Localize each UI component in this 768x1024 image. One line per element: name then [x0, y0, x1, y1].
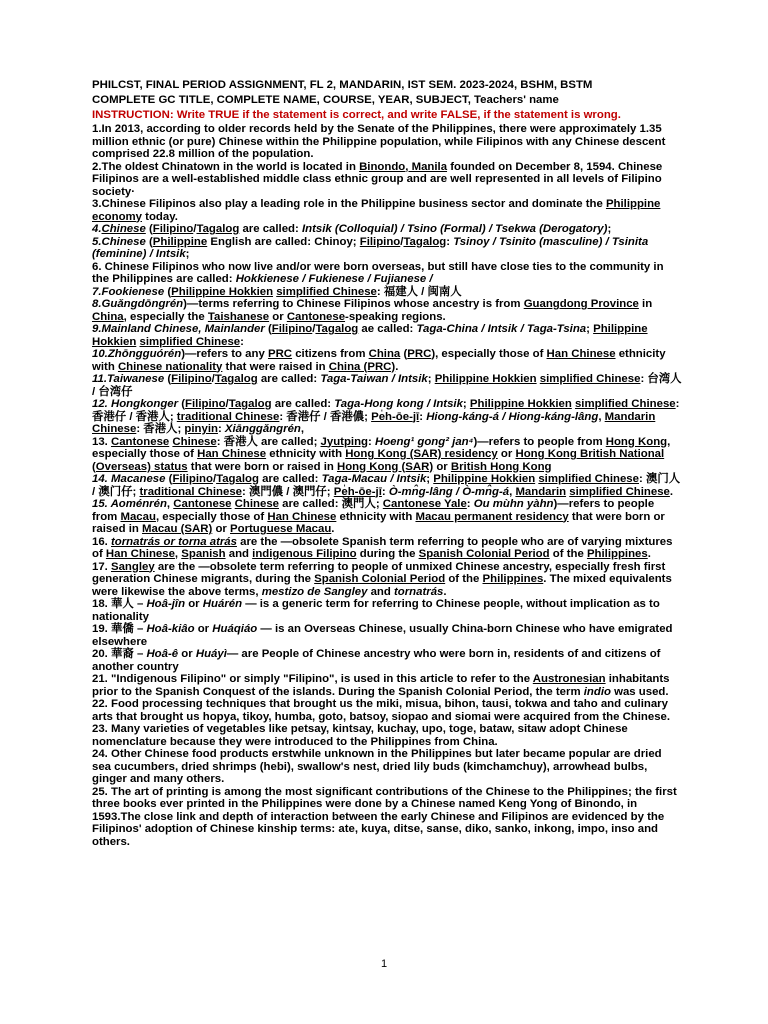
link-hong-kong-sar[interactable]: Hong Kong (SAR)	[336, 460, 434, 473]
link-macau-permanent-residency[interactable]: Macau permanent residency	[415, 510, 569, 523]
document-page	[92, 78, 682, 848]
item-12: 12. Hongkonger (Filipino/Tagalog are called: Taga-Hong kong / Intsik; Philippine Hokkien simplified Chinese: 香港仔 / 香港人; traditional Chinese: 香港仔 / 香港儂; Pe̍h-ōe-jī: Hiong-káng-á / Hiong-káng-lâng, Mandarin Chinese: 香港人; pinyin: Xiānggǎngrén,	[92, 398, 680, 435]
item-1: 1.In 2013, according to older records held by the Senate of the Philippines, there were approximately 1.35 million ethnic (or pure) Chinese within the Philippine population, while Filipinos with any Chinese descent comprised 22.8 million of the population.	[92, 123, 666, 160]
item-17: 17. Sangley are the —obsolete term referring to people of unmixed Chinese ancestry, especially fresh first generation Chinese migrants, during the Spanish Colonial Period of the Philippines. The mixed equivalents were likewise the above terms, mestizo de Sangley and tornatrás.	[92, 560, 672, 598]
link-prc[interactable]: PRC	[407, 348, 432, 360]
link-bno-status[interactable]: Hong Kong British National (Overseas) status	[92, 448, 665, 473]
link-cantonese[interactable]: Cantonese	[111, 435, 170, 448]
link-portuguese-macau[interactable]: Portuguese Macau	[230, 523, 332, 535]
link-han-chinese[interactable]: Han Chinese	[546, 348, 616, 360]
link-mandarin[interactable]: Mandarin	[604, 410, 656, 423]
link-chinese[interactable]: Chinese	[172, 435, 217, 448]
item-13: 13. Cantonese Chinese: 香港人 are called; Jyutping: Hoeng¹ gong² jan⁴)—refers to people from Hong Kong, especially those of Han Chinese ethnicity with Hong Kong (SAR) residency or Hong Kong British National (Overseas) status that were born or raised in Hong Kong (SAR) or British Hong Kong	[92, 435, 671, 473]
link-philippine[interactable]: Philippine	[152, 235, 208, 248]
item-5: 5.Chinese (Philippine English are called: Chinoy; Filipino/Tagalog: Tsinoy / Tsinito (masculine) / Tsinita (feminine) / Intsik;	[92, 235, 649, 260]
page-number: 1	[380, 958, 388, 970]
link-jyutping[interactable]: Jyutping	[320, 435, 368, 448]
link-simplified-chinese[interactable]: simplified Chinese	[574, 398, 676, 410]
link-han-chinese[interactable]: Han Chinese	[267, 510, 337, 523]
item-4: 4.Chinese (Filipino/Tagalog are called: Intsik (Colloquial) / Tsino (Formal) / Tsekwa (Derogatory);	[92, 223, 612, 235]
item-15: 15. Aoménrén, Cantonese Chinese are called: 澳門人; Cantonese Yale: Ou mùhn yàhn)—refers to people from Macau, especially those of Han Chinese ethnicity with Macau permanent residency that were born or raised in Macau (SAR) or Portuguese Macau.	[92, 498, 665, 535]
link-prc[interactable]: PRC	[267, 348, 293, 360]
item-24: 24. Other Chinese food products erstwhile unknown in the Philippines but later became popular are dried sea cucumbers, dried shrimps (hebi), swallow's nest, dried lily buds (kimchamchuy), arrowhead bulbs, ginger and many others.	[92, 748, 662, 785]
item-14: 14. Macanese (Filipino/Tagalog are called: Taga-Macau / Intsik; Philippine Hokkien simplified Chinese: 澳门人 / 澳门仔; traditional Chinese: 澳門儂 / 澳門仔; Pe̍h-ōe-jī: Ò-mn̂g-lâng / Ò-mn̂g-á, Mandarin simplified Chinese.	[92, 473, 681, 498]
link-philippine-hokkien[interactable]: Philippine Hokkien	[171, 285, 274, 298]
link-philippine-economy[interactable]: Philippine economy	[92, 198, 661, 223]
item-2: 2.The oldest Chinatown in the world is located in Binondo, Manila founded on December 8, 1594. Chinese Filipinos are a well-established middle class ethnic group and are well represented in all levels of Filipino society·	[92, 160, 663, 198]
link-filipino[interactable]: Filipino	[359, 235, 401, 248]
link-hong-kong-sar-residency[interactable]: Hong Kong (SAR) residency	[345, 448, 498, 460]
link-guangdong-province[interactable]: Guangdong Province	[523, 298, 639, 310]
link-tagalog[interactable]: Tagalog	[228, 398, 272, 410]
link-cantonese[interactable]: Cantonese	[286, 310, 346, 323]
link-pinyin[interactable]: pinyin	[184, 423, 218, 435]
link-filipino[interactable]: Filipino	[172, 473, 213, 485]
link-cantonese-yale[interactable]: Cantonese Yale	[382, 498, 467, 510]
link-austronesian[interactable]: Austronesian	[532, 673, 606, 685]
item-25: 25. The art of printing is among the most significant contributions of the Chinese to the Philippines; the first three books ever printed in the Philippines were done by a Chinese named Keng Yong of Binondo, in 1593.The close link and depth of interaction between the early Chinese and Filipinos are evidenced by the Filipinos' adoption of Chinese kinship terms: ate, kuya, ditse, sanse, diko, sanko, inkong, impo, inso and others.	[92, 785, 677, 848]
link-china-prc[interactable]: China (PRC)	[328, 360, 396, 373]
link-simplified-chinese[interactable]: simplified Chinese	[139, 335, 241, 348]
link-hong-kong[interactable]: Hong Kong	[605, 435, 668, 448]
item-18: 18. 華人 – Hoâ-jîn or Huárén — is a generic term for referring to Chinese people, without implication as to nationality	[92, 598, 660, 623]
item-22: 22. Food processing techniques that brought us the miki, misua, bihon, tausi, tokwa and taho and culinary arts that brought us hopya, tikoy, humba, goto, batsoy, siopao and siomai were acquired from the Chinese.	[92, 698, 671, 723]
link-simplified-chinese[interactable]: simplified Chinese	[276, 285, 377, 298]
link-tornatras[interactable]: tornatrás or torna atrás	[111, 535, 237, 548]
link-macau[interactable]: Macau	[120, 510, 156, 523]
item-11: 11.Taiwanese (Filipino/Tagalog are called: Taga-Taiwan / Intsik; Philippine Hokkien simplified Chinese: 台湾人 / 台湾仔	[92, 373, 682, 398]
link-british-hong-kong[interactable]: British Hong Kong	[450, 460, 552, 473]
link-tagalog[interactable]: Tagalog	[216, 473, 259, 485]
item-16: 16. tornatrás or torna atrás are the —obsolete Spanish term referring to people who are of varying mixtures of Han Chinese, Spanish and indigenous Filipino during the Spanish Colonial Period of the Philippines.	[92, 535, 673, 560]
link-tagalog[interactable]: Tagalog	[214, 373, 258, 385]
item-21: 21. "Indigenous Filipino" or simply "Filipino", is used in this article to refer to the Austronesian inhabitants prior to the Spanish Conquest of the islands. During the Spanish Colonial Period, the term indio was used.	[92, 673, 670, 698]
link-chinese-nationality[interactable]: Chinese nationality	[117, 360, 223, 373]
link-spanish-colonial-period[interactable]: Spanish Colonial Period	[314, 573, 446, 585]
header-line-2: COMPLETE GC TITLE, COMPLETE NAME, COURSE, YEAR, SUBJECT, Teachers' name	[92, 94, 559, 106]
link-cantonese[interactable]: Cantonese	[173, 498, 232, 510]
link-traditional-chinese[interactable]: traditional Chinese	[139, 485, 243, 498]
link-taishanese[interactable]: Taishanese	[207, 310, 270, 323]
link-filipino[interactable]: Filipino	[271, 323, 313, 335]
link-han-chinese[interactable]: Han Chinese	[197, 448, 267, 460]
link-chinese[interactable]: Chinese	[101, 223, 146, 235]
link-simplified-chinese[interactable]: simplified Chinese	[539, 373, 641, 385]
link-peh-oe-ji[interactable]: Pe̍h-ōe-jī	[333, 485, 382, 498]
item-10: 10.Zhōngguórén)—refers to any PRC citizens from China (PRC), especially those of Han Chinese ethnicity with Chinese nationality that were raised in China (PRC).	[92, 348, 666, 373]
link-macau-sar[interactable]: Macau (SAR)	[142, 523, 213, 535]
link-philippines[interactable]: Philippines	[586, 548, 648, 560]
link-philippines[interactable]: Philippines	[482, 573, 544, 585]
link-philippine-hokkien[interactable]: Philippine Hokkien	[92, 323, 648, 348]
item-7: 7.Fookienese (Philippine Hokkien simplified Chinese: 福建人 / 闽南人	[92, 285, 462, 298]
item-3: 3.Chinese Filipinos also play a leading role in the Philippine business sector and dominate the Philippine economy today.	[92, 198, 661, 223]
instruction-text: INSTRUCTION: Write TRUE if the statement is correct, and write FALSE, if the statement is wrong.	[92, 109, 621, 121]
link-tagalog[interactable]: Tagalog	[403, 235, 447, 248]
link-filipino[interactable]: Filipino	[185, 398, 226, 410]
link-han-chinese[interactable]: Han Chinese	[105, 548, 175, 560]
link-simplified-chinese[interactable]: simplified Chinese	[538, 473, 639, 485]
link-philippine-hokkien[interactable]: Philippine Hokkien	[434, 373, 537, 385]
link-traditional-chinese[interactable]: traditional Chinese	[176, 410, 280, 423]
link-simplified-chinese[interactable]: simplified Chinese	[569, 485, 670, 498]
link-filipino[interactable]: Filipino	[152, 223, 194, 235]
link-spanish[interactable]: Spanish	[181, 548, 226, 560]
link-china[interactable]: China	[92, 310, 124, 323]
header-line-1: PHILCST, FINAL PERIOD ASSIGNMENT, FL 2, MANDARIN, IST SEM. 2023-2024, BSHM, BSTM	[92, 79, 593, 91]
link-indigenous-filipino[interactable]: indigenous Filipino	[252, 548, 357, 560]
item-6: 6. Chinese Filipinos who now live and/or were born overseas, but still have close ties to the community in the Philippines are called: Hokkienese / Fukienese / Fujianese /	[92, 260, 664, 285]
link-binondo-manila[interactable]: Binondo, Manila	[359, 160, 448, 173]
item-8: 8.Guǎngdōngrén)—terms referring to Chinese Filipinos whose ancestry is from Guangdong Province in China, especially the Taishanese or Cantonese-speaking regions.	[92, 298, 653, 323]
item-23: 23. Many varieties of vegetables like petsay, kintsay, kuchay, upo, toge, bataw, sitaw adopt Chinese nomenclature because they were introduced to the Philippines from China.	[92, 723, 628, 748]
link-sangley[interactable]: Sangley	[111, 560, 155, 573]
item-20: 20. 華裔 – Hoâ-ê or Huáyì— are People of Chinese ancestry who were born in, residents of and citizens of another country	[92, 648, 661, 673]
link-mandarin[interactable]: Mandarin	[515, 485, 567, 498]
link-tagalog[interactable]: Tagalog	[315, 323, 359, 335]
link-peh-oe-ji[interactable]: Pe̍h-ōe-jī	[371, 410, 420, 423]
link-tagalog[interactable]: Tagalog	[196, 223, 240, 235]
item-19: 19. 華僑 – Hoâ-kiâo or Huáqiáo — is an Overseas Chinese, usually China-born Chinese who have emigrated elsewhere	[92, 623, 673, 648]
link-china[interactable]: China	[368, 348, 401, 360]
link-philippine-hokkien[interactable]: Philippine Hokkien	[469, 398, 572, 410]
item-9: 9.Mainland Chinese, Mainlander (Filipino/Tagalog ae called: Taga-China / Intsik / Taga-Tsina; Philippine Hokkien simplified Chinese:	[92, 323, 648, 348]
link-spanish-colonial-period[interactable]: Spanish Colonial Period	[418, 548, 550, 560]
link-philippine-hokkien[interactable]: Philippine Hokkien	[433, 473, 536, 485]
link-filipino[interactable]: Filipino	[171, 373, 212, 385]
link-chinese[interactable]: Chinese	[92, 423, 137, 435]
link-chinese[interactable]: Chinese	[234, 498, 279, 510]
